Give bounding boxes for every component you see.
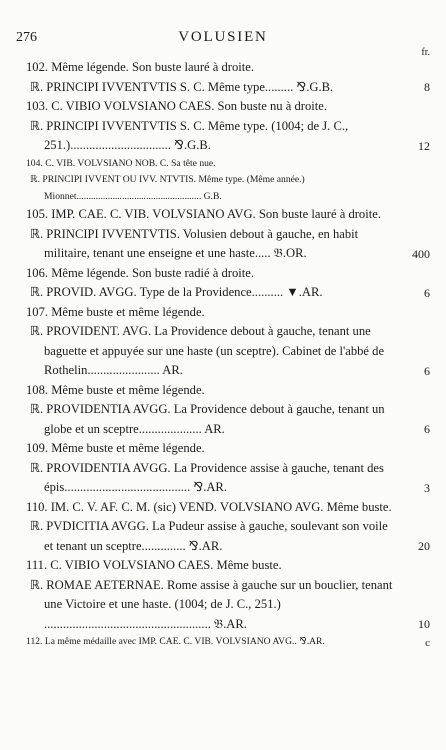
entry-text: ℝ. PROVIDENTIA AVGG. La Providence debout à gauche, tenant un globe et un sceptre.................... AR. [30,402,385,436]
entry-text: 102. Même légende. Son buste lauré à droite. [26,60,255,74]
entry-price: 20 [418,539,430,553]
price-column-label: fr. [421,47,430,58]
entry-text: 105. IMP. CAE. C. VIB. VOLVSIANO AVG. Son buste lauré à droite. [26,207,381,221]
entry-price: 6 [424,285,430,300]
obverse-entry [0,58,446,78]
reverse-entry [0,78,446,98]
entry-text: ℝ. PRINCIPI IVVENTVTIS. Volusien debout à gauche, en habit militaire, tenant une enseigne et une haste..... 𝔅.OR. [30,226,359,260]
entry-price: 3 [424,480,430,495]
entry-text: ℝ. PROVID. AVGG. Type de la Providence.......... ▼.AR. [30,285,323,299]
entry-price: 6 [424,422,430,436]
entry-price: 12 [418,138,430,153]
entry-price: 6 [424,363,430,378]
entry-text: 108. Même buste et même légende. [26,382,205,397]
entry-text: 109. Même buste et même légende. [26,441,205,455]
entry-text: ℝ. PRINCIPI IVVENTVTIS S. C. Même type. (1004; de J. C., 251.)................................ ⅋.G.B. [30,118,349,152]
entry-text: 107. Même buste et même légende. [26,304,205,319]
obverse-entry [0,97,446,117]
page-title: VOLUSIEN [178,29,268,45]
obverse-entry [0,264,446,284]
reverse-entry [0,459,446,498]
entry-text: ℝ. ROMAE AETERNAE. Rome assise à gauche sur un bouclier, tenant une Victoire et une haste. (1004; de J. C., 251.) ..................................................... 𝔅.AR. [30,577,393,631]
reverse-entry [0,576,446,635]
obverse-entry [0,381,446,401]
entry-price: c [425,636,430,649]
reverse-entry [0,322,446,381]
entry-text: ℝ. PROVIDENTIA AVGG. La Providence assise à gauche, tenant des épis........................................ ⅋.AR. [30,460,384,494]
reverse-entry [0,283,446,303]
entry-price: 400 [412,246,430,261]
entry-text: ℝ. PRINCIPI IVVENTVTIS S. C. Même type......... ⅋.G.B. [30,79,334,94]
catalogue-entries [0,58,446,651]
reverse-entry [0,517,446,556]
reverse-entry [0,172,446,205]
entry-text: 112. La même médaille avec IMP. CAE. C. VIB. VOLVSIANO AVG.. ⅋.AR. [26,636,325,647]
entry-price: 10 [418,617,430,631]
entry-text: ℝ. PRINCIPI IVVENT OU IVV. NTVTIS. Même type. (Même année.) Mionnet.................................................... G.B. [30,174,305,202]
entry-text: ℝ. PROVIDENT. AVG. La Providence debout à gauche, tenant une baguette et appuyée sur une haste (un sceptre). Cabinet de l'abbé de Rothelin....................... AR. [30,324,385,377]
obverse-entry [0,439,446,459]
reverse-entry [0,117,446,156]
reverse-entry [0,400,446,439]
obverse-entry [0,205,446,225]
entry-price: 8 [424,80,430,94]
entry-text: 111. C. VIBIO VOLVSIANO CAES. Même buste. [26,558,282,572]
obverse-entry [0,556,446,576]
reverse-entry [0,225,446,264]
obverse-entry [0,156,446,173]
entry-text: 106. Même légende. Son buste radié à droite. [26,265,255,280]
entry-text: 104. C. VIB. VOLVSIANO NOB. C. Sa tête nue. [26,157,216,169]
obverse-entry [0,498,446,518]
obverse-entry [0,303,446,323]
entry-text: ℝ. PVDICITIA AVGG. La Pudeur assise à gauche, soulevant son voile et tenant un sceptre.............. ⅋.AR. [30,519,388,553]
page-header [0,29,446,58]
entry-text: 103. C. VIBIO VOLVSIANO CAES. Son buste nu à droite. [26,99,327,113]
page-number: 276 [16,30,37,45]
obverse-entry [0,634,446,651]
entry-text: 110. IM. C. V. AF. C. M. (sic) VEND. VOLVSIANO AVG. Même buste. [26,499,392,514]
